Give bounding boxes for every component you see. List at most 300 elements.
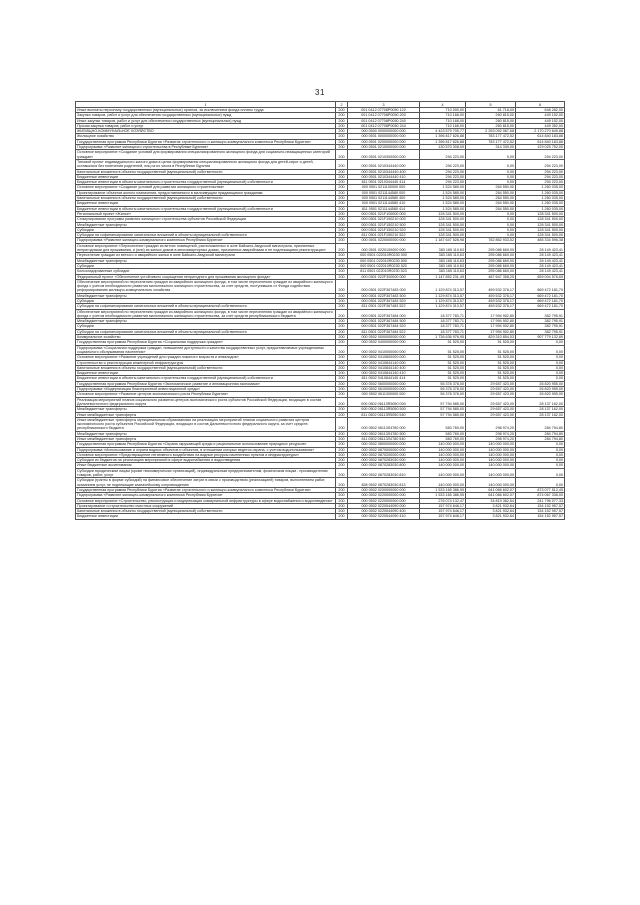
row-value-cell: 51 525,00 (466, 376, 516, 381)
row-value-cell: 294 223,00 (420, 150, 466, 160)
row-value-cell: 128 341 500,00 (420, 227, 466, 232)
row-code-cell: 200 (336, 319, 348, 324)
row-value-cell: 0,00 (516, 447, 565, 452)
row-name-cell: Капитальные вложения в объекты государственной (муниципальной) собственности (76, 365, 336, 370)
row-name-cell: Субсидии юридическим лицам (кроме некоммерческих организаций), индивидуальным предпринимателям, физическим лицам - производителям товаров, работ, услуг (76, 468, 336, 478)
row-name-cell: Основное мероприятие «Переселение граждан из ветхих помещений, расположенных в зоне Байкало-Амурской магистрали, признанных непригодными для проживания, и (или) из жилых домов в многоквартирных домах, признанных аварийными и не подлежащими реконструкции» (76, 243, 336, 253)
row-value-cell: 1 187 647 528,98 (420, 238, 466, 243)
row-name-cell: Межбюджетные трансферты (76, 407, 336, 412)
row-code-cell: 200 (336, 447, 348, 452)
row-value-cell: 28 149 423,41 (516, 253, 565, 258)
row-value-cell: 128 341 500,00 (516, 233, 565, 238)
table-row (76, 345, 565, 355)
row-value-cell: 1 129 874 313,57 (420, 293, 466, 298)
row-kbk-cell: 811 0501 022F367483 522 (348, 304, 420, 309)
row-value-cell: 154 152 957,57 (516, 509, 565, 514)
row-value-cell: 276 074 132,47 (420, 498, 466, 503)
row-value-cell: 0,00 (516, 442, 565, 447)
row-value-cell: 294 223,00 (516, 180, 565, 185)
row-value-cell: 51 525,00 (420, 376, 466, 381)
row-code-cell: 200 (336, 376, 348, 381)
row-code-cell: 200 (336, 360, 348, 365)
row-value-cell: 614 840 183,86 (516, 134, 565, 139)
row-value-cell: 26 820 955,00 (516, 381, 565, 386)
row-code-cell: 200 (336, 145, 348, 150)
row-name-cell: Проектирование объектов жилого назначения, предоставляемого в малоимущим нуждающимся гражданам (76, 190, 336, 195)
row-value-cell: 383 165 110,63 (420, 263, 466, 268)
row-value-cell: 4 423 579 705,77 (420, 129, 466, 134)
row-value-cell: 140 000 000,00 (420, 452, 466, 457)
row-value-cell: 3 821 932,64 (466, 503, 516, 508)
row-value-cell: 614 840 183,86 (516, 139, 565, 144)
row-code-cell: 200 (336, 463, 348, 468)
row-value-cell: 487 647 358,25 (466, 274, 516, 279)
row-value-cell: 829 310 854,03 (466, 335, 516, 340)
row-kbk-cell: 000 0502 0870283030 800 (348, 463, 420, 468)
row-value-cell: 57 794 585,00 (420, 407, 466, 412)
row-code-cell: 200 (336, 458, 348, 463)
row-value-cell: 583 769,00 (420, 417, 466, 431)
row-value-cell: 298 974,20 (466, 417, 516, 431)
row-value-cell: 1 129 874 313,57 (420, 304, 466, 309)
row-name-cell: Обеспечение мероприятий по переселению граждан из аварийного жилищного фонда, в том числе переселению граждан из аварийного жилищного фонда с учетом необходимости развития малоэтажного жилищного строительства, за счет средств республиканского бюджета (76, 309, 336, 319)
row-value-cell: 51 525,00 (420, 345, 466, 355)
row-value-cell: 264 550,00 (466, 206, 516, 211)
row-code-cell: 200 (336, 309, 348, 319)
row-name-cell: Основное мероприятие «Создание условий для формирования специализированного жилищного фонда для социально-незащищенных категорий граждан» (76, 150, 336, 160)
row-value-cell: 140 000 000,00 (466, 478, 516, 488)
row-value-cell: 56 378 378,00 (420, 381, 466, 386)
row-value-cell: 383 165 110,63 (420, 269, 466, 274)
table-row (76, 309, 565, 319)
row-kbk-cell: 000 0501 022F367484 000 (348, 309, 420, 319)
row-value-cell: 782 862 933,52 (466, 238, 516, 243)
row-kbk-cell: 000 0502 0220000000 000 (348, 493, 420, 498)
row-name-cell: Прочая закупка товаров, работ и услуг (76, 123, 336, 128)
table-row (76, 279, 565, 293)
row-name-cell: Бюджетные инвестиции в объекты капитального строительства государственной (муниципальной) собственности (76, 206, 336, 211)
row-code-cell: 200 (336, 108, 348, 113)
row-kbk-cell: 000 0502 0800000000 000 (348, 442, 420, 447)
row-value-cell: 295 086 669,00 (466, 243, 516, 253)
row-value-cell: 314 339,00 (466, 145, 516, 150)
row-name-cell: Жилищное хозяйство (76, 134, 336, 139)
row-kbk-cell: 001 0412 07708Р0050 122 (348, 108, 420, 113)
row-value-cell: 710 168,00 (420, 113, 466, 118)
row-name-cell: Иные межбюджетные трансферты (76, 437, 336, 442)
row-name-cell: Основное мероприятие «Создание условий для развития жилищного строительства» (76, 185, 336, 190)
table-row (76, 468, 565, 478)
row-value-cell: 0,00 (516, 478, 565, 488)
row-value-cell: 140 000 000,00 (466, 458, 516, 463)
row-name-cell: Обеспечение мероприятий по переселению граждан из аварийного жилищного фонда, в том числе переселению граждан из аварийного жилищного фонда с учетом необходимости развития малоэтажного жилищного строительства, за счет средств, поступивших от Фонда содействия реформированию жилищно-коммунального хозяйства (76, 279, 336, 293)
row-value-cell: 1 260 035,00 (516, 185, 565, 190)
row-value-cell: 1 524 585,00 (420, 185, 466, 190)
row-value-cell: 140 000 000,00 (420, 442, 466, 447)
row-kbk-cell: 000 0501 022F367483 520 (348, 298, 420, 303)
row-value-cell: 0,00 (466, 174, 516, 179)
row-value-cell: 140 000 000,00 (420, 447, 466, 452)
column-header: 5 (466, 102, 516, 108)
row-value-cell: 449 152,00 (516, 113, 565, 118)
row-value-cell: 783 177 472,52 (466, 139, 516, 144)
row-value-cell: 264 550,00 (466, 196, 516, 201)
row-kbk-cell: 000 0502 0410000000 000 (348, 345, 420, 355)
row-code-cell: 200 (336, 329, 348, 334)
row-name-cell: Типовой проект индивидуального жилого дома в целях формирования специализированного жилищного фонда для детей-сирот и детей, оставшихся без попечения родителей, лиц из их числа в Республике Бурятия (76, 159, 336, 169)
row-code-cell: 200 (336, 258, 348, 263)
budget-execution-table (75, 101, 565, 520)
table-row (76, 159, 565, 169)
row-code-cell: 200 (336, 279, 348, 293)
table-body (76, 108, 565, 520)
row-kbk-cell: 000 0501 0210300000 000 (348, 150, 420, 160)
row-value-cell: 56 378 378,00 (420, 392, 466, 397)
row-name-cell: Иные межбюджетные трансферты муниципальным образованиям на реализацию мероприятий планов социального развития центров экономического роста субъектов Российской Федерации, входящих в состав Дальневосточного федерального округа, за счет средств республиканского бюджета (76, 417, 336, 431)
row-value-cell: 51 525,00 (420, 355, 466, 360)
row-code-cell: 200 (336, 304, 348, 309)
row-code-cell: 200 (336, 345, 348, 355)
row-value-cell: 18 377 783,71 (420, 329, 466, 334)
row-value-cell: 298 974,20 (466, 431, 516, 436)
row-value-cell: 1 396 817 626,88 (420, 139, 466, 144)
row-name-cell: Подпрограмма «Модернизация благоприятной инвестиционной среды» (76, 387, 336, 392)
table-row (76, 417, 565, 431)
row-value-cell: 51 525,00 (466, 345, 516, 355)
row-value-cell: 873 077 512,45 (516, 487, 565, 492)
row-value-cell: 0,00 (466, 227, 516, 232)
row-value-cell: 449 352,00 (516, 123, 565, 128)
row-value-cell: 260 815,00 (466, 113, 516, 118)
row-kbk-cell: 000 0501 021F150210 000 (348, 217, 420, 222)
row-name-cell: Межбюджетные трансферты (76, 293, 336, 298)
row-value-cell: 0,00 (466, 233, 516, 238)
row-kbk-cell: 000 0502 0870283030 810 (348, 468, 420, 478)
row-name-cell: Основное мероприятие «Развитие центров экономического роста Республики Бурятия» (76, 392, 336, 397)
row-kbk-cell: 000 0502 0870000000 000 (348, 447, 420, 452)
row-kbk-cell: 000 0501 022010R0230 500 (348, 258, 420, 263)
row-value-cell: 28 149 423,41 (516, 269, 565, 274)
row-value-cell: 17 994 902,80 (466, 324, 516, 329)
row-value-cell: 0,00 (466, 222, 516, 227)
row-value-cell: 284 794,80 (516, 437, 565, 442)
row-value-cell: 0,00 (516, 360, 565, 365)
row-value-cell: 294 223,00 (420, 180, 466, 185)
row-code-cell: 200 (336, 150, 348, 160)
row-name-cell: Иные бюджетные ассигнования (76, 463, 336, 468)
row-value-cell: 140 000 000,00 (466, 447, 516, 452)
row-name-cell: Основное мероприятие «Предотвращение негативного воздействия на водные ресурсы населенных пунктов и инфраструктуры» (76, 452, 336, 457)
row-name-cell: Субсидии на софинансирование капитальных вложений в объекты муниципальной собственности (76, 233, 336, 238)
row-value-cell: 0,00 (466, 169, 516, 174)
row-code-cell: 200 (336, 263, 348, 268)
row-name-cell: Бюджетные инвестиции (76, 514, 336, 519)
row-value-cell: 783 177 472,52 (466, 134, 516, 139)
row-value-cell: 128 341 500,00 (516, 217, 565, 222)
row-value-cell: 128 341 500,00 (420, 211, 466, 216)
row-value-cell: 0,00 (516, 376, 565, 381)
row-value-cell: 51 525,00 (466, 365, 516, 370)
row-kbk-cell: 000 0501 0211144580 410 (348, 201, 420, 206)
row-value-cell: 382 795,91 (516, 319, 565, 324)
row-code-cell: 200 (336, 417, 348, 431)
row-value-cell: 459 532 376,17 (466, 298, 516, 303)
row-value-cell: 295 086 669,00 (466, 258, 516, 263)
row-kbk-cell: 000 0502 0220544090 410 (348, 514, 420, 519)
row-kbk-cell: 000 0501 0211144580 000 (348, 190, 420, 195)
row-kbk-cell: 811 0501 022F367484 522 (348, 329, 420, 334)
row-value-cell: 28 149 423,41 (516, 263, 565, 268)
row-value-cell: 51 525,00 (466, 355, 516, 360)
row-value-cell: 1 524 585,00 (420, 201, 466, 206)
row-value-cell: 18 377 783,71 (420, 324, 466, 329)
row-kbk-cell: 000 0502 06113Л4780 500 (348, 431, 420, 436)
row-value-cell: 128 341 500,00 (420, 217, 466, 222)
row-value-cell: 710 168,00 (420, 123, 466, 128)
row-name-cell: Субсидии (76, 298, 336, 303)
row-code-cell: 200 (336, 468, 348, 478)
row-code-cell: 200 (336, 274, 348, 279)
row-code-cell: 200 (336, 514, 348, 519)
row-code-cell: 200 (336, 222, 348, 227)
row-code-cell: 200 (336, 139, 348, 144)
row-value-cell: 669 472 181,70 (516, 293, 565, 298)
table-row (76, 478, 565, 488)
row-value-cell: 710 000,00 (420, 108, 466, 113)
row-value-cell: 0,00 (516, 355, 565, 360)
row-value-cell: 294 223,00 (516, 174, 565, 179)
row-code-cell: 200 (336, 381, 348, 386)
row-value-cell: 57 794 585,00 (420, 397, 466, 407)
row-kbk-cell: 811 0502 06113R5050 540 (348, 412, 420, 417)
row-value-cell: 1 260 035,00 (516, 206, 565, 211)
row-kbk-cell: 000 0501 0210344440 400 (348, 169, 420, 174)
row-value-cell: 130 570 308,09 (420, 145, 466, 150)
row-name-cell: Субсидии (76, 324, 336, 329)
row-name-cell: Региональный проект «Жилье» (76, 211, 336, 216)
row-kbk-cell: 000 0501 022F367483 000 (348, 279, 420, 293)
row-code-cell: 200 (336, 437, 348, 442)
row-code-cell: 200 (336, 185, 348, 190)
row-value-cell: 128 341 500,00 (516, 211, 565, 216)
row-code-cell: 200 (336, 493, 348, 498)
row-value-cell: 26 820 955,00 (516, 392, 565, 397)
table-row (76, 150, 565, 160)
row-value-cell: 1 736 636 976,95 (420, 335, 466, 340)
row-value-cell: 1 524 585,00 (420, 206, 466, 211)
row-name-cell: Субсидии (гранты в форме субсидий) на финансовое обеспечение затрат в связи с производством (реализацией) товаров, выполнением работ, оказанием услуг, не подлежащие казначейскому сопровождению (76, 478, 336, 488)
row-name-cell: Капитальные вложения в объекты государственной (муниципальной) собственности (76, 509, 336, 514)
row-value-cell: 0,00 (516, 365, 565, 370)
row-value-cell: 298 974,20 (466, 437, 516, 442)
row-code-cell: 200 (336, 190, 348, 195)
row-value-cell: 0,00 (466, 180, 516, 185)
row-name-cell: Переселение граждан из ветхого и аварийного жилья в зоне Байкало-Амурской магистрали (76, 253, 336, 258)
row-code-cell: 200 (336, 211, 348, 216)
row-name-cell: Закупка товаров, работ и услуг для обеспечения государственных (муниципальных) нужд (76, 113, 336, 118)
row-code-cell: 200 (336, 431, 348, 436)
row-value-cell: 382 795,91 (516, 309, 565, 319)
row-kbk-cell: 000 0501 0211100000 000 (348, 185, 420, 190)
row-kbk-cell: 828 0502 0870283030 813 (348, 478, 420, 488)
row-value-cell: 648 282,00 (516, 108, 565, 113)
table-row (76, 397, 565, 407)
row-code-cell: 200 (336, 487, 348, 492)
row-kbk-cell: 000 0501 022F367484 500 (348, 319, 420, 324)
row-value-cell: 1 260 035,00 (516, 196, 565, 201)
row-code-cell: 200 (336, 269, 348, 274)
row-value-cell: 128 341 500,00 (516, 227, 565, 232)
row-value-cell: 140 000 000,00 (466, 468, 516, 478)
row-code-cell: 200 (336, 206, 348, 211)
row-value-cell: 29 657 423,00 (466, 387, 516, 392)
row-code-cell: 200 (336, 392, 348, 397)
row-value-cell: 29 657 423,00 (466, 397, 516, 407)
row-name-cell: Бюджетные инвестиции в объекты капитального строительства государственной (муниципальной) собственности (76, 376, 336, 381)
row-code-cell: 200 (336, 174, 348, 179)
row-value-cell: 29 657 423,00 (466, 407, 516, 412)
row-code-cell: 200 (336, 371, 348, 376)
row-code-cell: 200 (336, 233, 348, 238)
row-code-cell: 200 (336, 407, 348, 412)
column-header: 6 (516, 102, 565, 108)
row-value-cell: 157 974 646,17 (420, 503, 466, 508)
row-name-cell: Государственная программа Республики Бурятия «Охрана окружающей среды и рациональное использование природных ресурсов» (76, 442, 336, 447)
row-name-cell: Государственная программа Республики Бурятия «Развитие строительного и жилищно-коммунального комплекса Республики Бурятия» (76, 487, 336, 492)
row-kbk-cell: 001 0412 07708Р0050 244 (348, 123, 420, 128)
row-code-cell: 200 (336, 118, 348, 123)
row-code-cell: 200 (336, 243, 348, 253)
column-header: 2 (336, 102, 348, 108)
row-kbk-cell: 000 0502 0610000000 000 (348, 387, 420, 392)
row-kbk-cell: 000 0502 06113Л4780 000 (348, 417, 420, 431)
row-name-cell: Подпрограмма «Развитие жилищного строительства в Республике Бурятия» (76, 145, 336, 150)
row-value-cell: 0,00 (516, 452, 565, 457)
row-kbk-cell: 001 0412 07708Р0050 200 (348, 113, 420, 118)
row-name-cell: Государственная программа Республики Бурятия «Развитие строительного и жилищно-коммунального комплекса Республики Бурятия» (76, 139, 336, 144)
row-kbk-cell: 000 0501 0220000000 000 (348, 238, 420, 243)
row-value-cell: 28 137 162,00 (516, 407, 565, 412)
row-value-cell: 459 532 376,17 (466, 293, 516, 298)
row-value-cell: 56 378 378,00 (420, 387, 466, 392)
row-value-cell: 26 820 955,00 (516, 387, 565, 392)
row-value-cell: 383 165 110,63 (420, 258, 466, 263)
row-name-cell: Государственная программа Республики Бурятия «Экономическое развитие и инновационная экономика» (76, 381, 336, 386)
row-value-cell: 294 223,00 (516, 159, 565, 169)
row-value-cell: 295 086 669,00 (466, 269, 516, 274)
row-value-cell: 1 533 165 386,95 (420, 493, 466, 498)
row-value-cell: 3 821 932,64 (466, 514, 516, 519)
row-value-cell: 140 000 000,00 (420, 478, 466, 488)
row-value-cell: 1 260 035,00 (516, 201, 565, 206)
row-value-cell: 51 525,00 (420, 340, 466, 345)
row-kbk-cell: 000 0501 0000000000 000 (348, 134, 420, 139)
column-header: 3 (348, 102, 420, 108)
row-value-cell: 51 525,00 (420, 371, 466, 376)
row-value-cell: 157 974 646,17 (420, 509, 466, 514)
row-value-cell: 17 994 902,80 (466, 329, 516, 334)
row-value-cell: 28 137 162,00 (516, 412, 565, 417)
row-kbk-cell: 000 0501 0211144580 400 (348, 196, 420, 201)
table-row (76, 498, 565, 503)
column-header: 4 (420, 102, 466, 108)
row-value-cell: 583 769,00 (420, 437, 466, 442)
row-value-cell: 295 086 669,00 (466, 263, 516, 268)
row-value-cell: 2 170 270 649,88 (516, 129, 565, 134)
row-value-cell: 383 165 110,63 (420, 253, 466, 258)
row-code-cell: 200 (336, 180, 348, 185)
row-kbk-cell: 000 0502 0600000000 000 (348, 381, 420, 386)
row-value-cell: 294 223,00 (420, 159, 466, 169)
row-name-cell: Субсидии (76, 227, 336, 232)
row-name-cell: Субсидии (76, 263, 336, 268)
row-name-cell: Иные выплаты персоналу государственных (муниципальных) органов, за исключением фонда оплаты труда (76, 108, 336, 113)
row-kbk-cell: 811 0501 022010R0230 523 (348, 269, 420, 274)
row-value-cell: 1 396 817 626,88 (420, 134, 466, 139)
row-kbk-cell: 000 0501 022010R0230 520 (348, 263, 420, 268)
row-value-cell: 1 260 035,00 (516, 190, 565, 195)
row-value-cell: 1 147 852 231,49 (420, 274, 466, 279)
row-code-cell: 200 (336, 503, 348, 508)
row-value-cell: 140 000 000,00 (420, 463, 466, 468)
row-code-cell: 200 (336, 169, 348, 174)
row-value-cell: 459 532 376,17 (466, 279, 516, 293)
row-value-cell: 1 129 874 313,57 (420, 298, 466, 303)
row-kbk-cell: 000 0502 0220544090 400 (348, 509, 420, 514)
row-code-cell: 200 (336, 387, 348, 392)
row-value-cell: 0,00 (466, 150, 516, 160)
row-code-cell: 200 (336, 227, 348, 232)
row-value-cell: 51 525,00 (466, 371, 516, 376)
row-name-cell: Межбюджетные трансферты (76, 319, 336, 324)
row-code-cell: 200 (336, 253, 348, 258)
row-name-cell: ЖИЛИЩНО-КОММУНАЛЬНОЕ ХОЗЯЙСТВО (76, 129, 336, 134)
row-value-cell: 2 253 092 067,68 (466, 129, 516, 134)
row-value-cell: 51 525,00 (420, 360, 466, 365)
row-code-cell: 200 (336, 113, 348, 118)
row-kbk-cell: 000 0502 0611300000 000 (348, 392, 420, 397)
row-kbk-cell: 000 0502 0220544090 000 (348, 503, 420, 508)
row-kbk-cell: 811 0501 021F150210 522 (348, 233, 420, 238)
row-value-cell: 157 974 646,17 (420, 514, 466, 519)
row-value-cell: 382 795,91 (516, 324, 565, 329)
row-value-cell: 29 657 423,00 (466, 412, 516, 417)
row-value-cell: 0,00 (516, 345, 565, 355)
row-kbk-cell: 000 0502 0410800000 000 (348, 355, 420, 360)
row-kbk-cell: 811 0501 0211144580 414 (348, 206, 420, 211)
row-value-cell: 383 165 110,63 (420, 243, 466, 253)
row-value-cell: 0,00 (466, 159, 516, 169)
row-value-cell: 140 000 000,00 (466, 452, 516, 457)
row-value-cell: 1 533 165 386,95 (420, 487, 466, 492)
row-name-cell: Бюджетные инвестиции в объекты капитального строительства государственной (муниципальной) собственности (76, 180, 336, 185)
row-kbk-cell: 000 0501 021F150210 500 (348, 222, 420, 227)
row-code-cell: 200 (336, 335, 348, 340)
row-kbk-cell: 000 0501 0200000000 000 (348, 139, 420, 144)
row-value-cell: 28 149 423,41 (516, 243, 565, 253)
row-value-cell: 382 795,91 (516, 329, 565, 334)
row-value-cell: 284 794,80 (516, 417, 565, 431)
row-kbk-cell: 000 0501 0210344440 410 (348, 174, 420, 179)
row-value-cell: 294 223,00 (420, 169, 466, 174)
row-code-cell: 200 (336, 129, 348, 134)
row-kbk-cell: 000 0501 0210000000 000 (348, 145, 420, 150)
row-kbk-cell: 000 0501 021F100000 000 (348, 211, 420, 216)
row-value-cell: 61 718,00 (466, 108, 516, 113)
row-name-cell: Основное мероприятие «Строительство, реконструкция и модернизация коммунальной инфраструктуры в сфере водоснабжения и водоотведения» (76, 498, 336, 503)
row-value-cell: 710 168,00 (420, 118, 466, 123)
row-name-cell: Коммунальное хозяйство (76, 335, 336, 340)
